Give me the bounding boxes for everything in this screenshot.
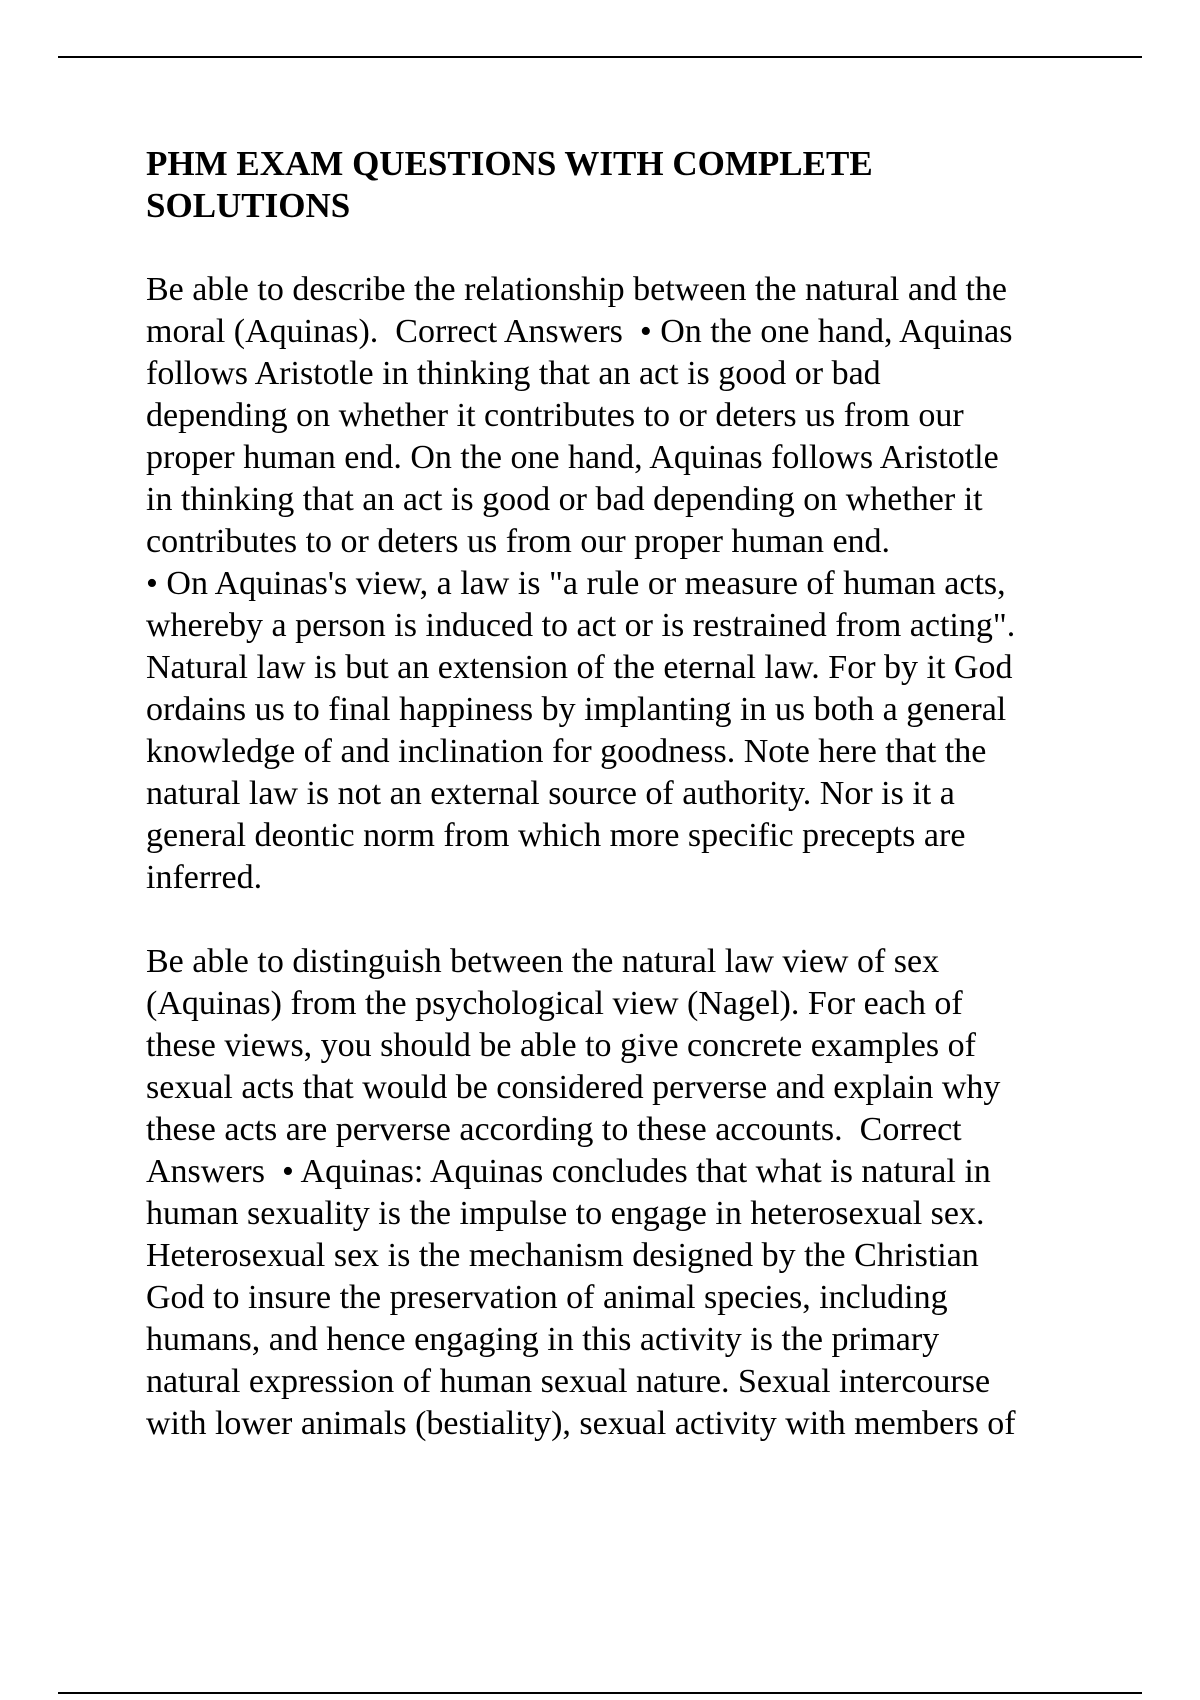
text-line: follows Aristotle in thinking that an act is good or bad	[146, 355, 881, 392]
text-line: natural law is not an external source of authority. Nor is it a	[146, 775, 955, 812]
text-line: proper human end. On the one hand, Aquinas follows Aristotle	[146, 439, 999, 476]
text-line: depending on whether it contributes to or deters us from our	[146, 397, 964, 434]
text-line: human sexuality is the impulse to engage in heterosexual sex.	[146, 1195, 985, 1232]
document-title-line: SOLUTIONS	[146, 186, 351, 225]
document-title	[146, 143, 926, 227]
document-title-line: PHM EXAM QUESTIONS WITH COMPLETE	[146, 144, 873, 183]
text-line: God to insure the preservation of animal species, including	[146, 1279, 948, 1316]
text-line: inferred.	[146, 859, 263, 896]
text-line: sexual acts that would be considered perverse and explain why	[146, 1069, 1001, 1106]
text-line: whereby a person is induced to act or is restrained from acting".	[146, 607, 1016, 644]
text-line: with lower animals (bestiality), sexual activity with members of	[146, 1405, 1016, 1442]
bottom-divider	[58, 1692, 1142, 1694]
text-line: these acts are perverse according to these accounts. Correct	[146, 1111, 962, 1148]
text-line: these views, you should be able to give concrete examples of	[146, 1027, 976, 1064]
text-line: in thinking that an act is good or bad depending on whether it	[146, 481, 983, 518]
text-line: natural expression of human sexual nature. Sexual intercourse	[146, 1363, 991, 1400]
text-line: contributes to or deters us from our proper human end.	[146, 523, 891, 560]
text-line: Be able to describe the relationship between the natural and the	[146, 271, 1008, 308]
text-line: (Aquinas) from the psychological view (Nagel). For each of	[146, 985, 963, 1022]
text-line: knowledge of and inclination for goodness. Note here that the	[146, 733, 987, 770]
text-line: moral (Aquinas). Correct Answers • On the one hand, Aquinas	[146, 313, 1013, 350]
question-answer-block	[146, 269, 1086, 899]
text-line: humans, and hence engaging in this activity is the primary	[146, 1321, 940, 1358]
text-line: general deontic norm from which more specific precepts are	[146, 817, 966, 854]
document-body	[146, 143, 1086, 1445]
text-line: Natural law is but an extension of the eternal law. For by it God	[146, 649, 1013, 686]
text-line: ordains us to final happiness by implanting in us both a general	[146, 691, 1007, 728]
text-line: Answers • Aquinas: Aquinas concludes that what is natural in	[146, 1153, 991, 1190]
top-divider	[58, 56, 1142, 58]
text-line: Heterosexual sex is the mechanism designed by the Christian	[146, 1237, 979, 1274]
text-line: • On Aquinas's view, a law is "a rule or measure of human acts,	[146, 565, 1006, 602]
question-answer-block	[146, 941, 1086, 1445]
text-line: Be able to distinguish between the natural law view of sex	[146, 943, 940, 980]
